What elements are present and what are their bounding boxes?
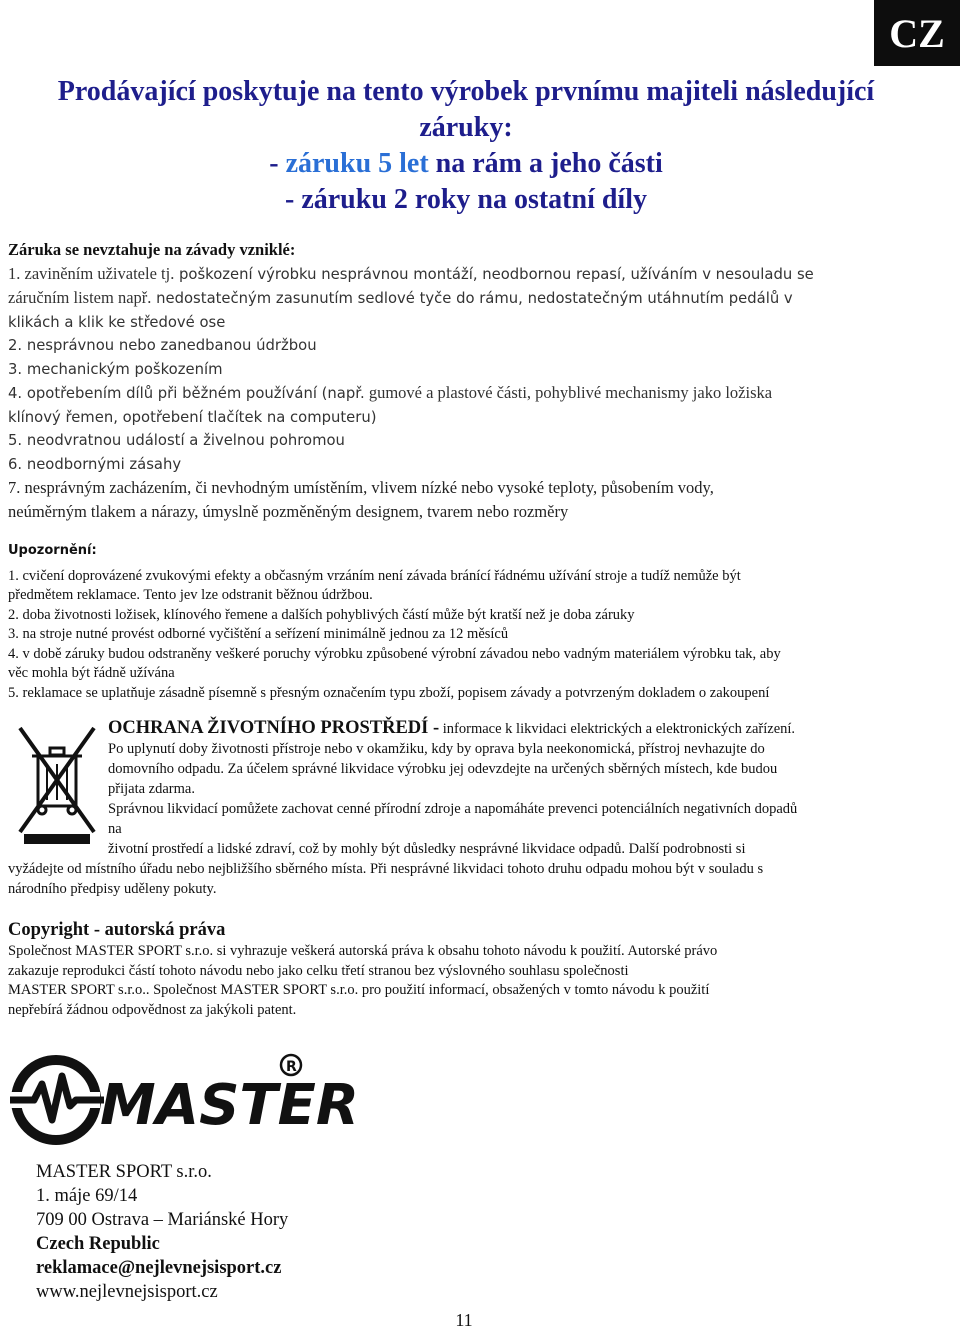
environment-line-3: přijata zdarma. bbox=[108, 781, 195, 797]
environment-line-6: životní prostředí a lidské zdraví, což by mohly být důsledky nesprávné likvidace odpadů. Další podrobnosti si bbox=[108, 841, 746, 857]
page-number: 11 bbox=[455, 1310, 473, 1330]
company-country: Czech Republic bbox=[36, 1234, 160, 1254]
headline-line-1: Prodávající poskytuje na tento výrobek prvnímu majiteli následující bbox=[57, 76, 875, 107]
warning-1-cont: předmětem reklamace. Tento jev lze odstranit běžnou údržbou. bbox=[8, 587, 373, 603]
company-city: 709 00 Ostrava – Mariánské Hory bbox=[36, 1210, 289, 1230]
environment-line-1: Po uplynutí doby životnosti přístroje nebo v okamžiku, kdy by oprava byla neekonomická, přístroj nevhazujte do bbox=[108, 741, 765, 757]
warnings-title: Upozornění: bbox=[8, 543, 97, 558]
warranty-exclusions bbox=[8, 238, 918, 523]
exclusions-title: Záruka se nevztahuje na závady vzniklé: bbox=[8, 240, 296, 259]
copyright-line-3: MASTER SPORT s.r.o.. Společnost MASTER SPORT s.r.o. pro použití informací, obsažených v tomto návodu k použití bbox=[8, 982, 710, 998]
headline-frame-text: na rám a jeho části bbox=[428, 148, 663, 179]
exclusion-item-4: 4. opotřebením dílů při běžném používání (např. gumové a plastové části, pohyblivé mechanismy jako ložiska bbox=[8, 383, 773, 402]
environment-line-5: na bbox=[108, 821, 122, 837]
environment-line-7: vyžádejte od místního úřadu nebo nejbližšího sběrného místa. Při nesprávné likvidaci tohoto druhu odpadu mohou být v souladu s bbox=[8, 861, 764, 877]
exclusion-item-1-cont: záručním listem např. nedostatečným zasunutím sedlové tyče do rámu, nedostatečným utáhnutím pedálů v bbox=[8, 288, 793, 307]
warning-4-cont: věc mohla být řádně užívána bbox=[8, 665, 175, 681]
company-email[interactable]: reklamace@nejlevnejsisport.cz bbox=[36, 1258, 282, 1278]
warning-1: 1. cvičení doprovázené zvukovými efekty a občasným vrzáním není závada bránící řádnému užívání stroje a tudíž nemůže být bbox=[8, 567, 741, 584]
language-badge: CZ bbox=[874, 0, 960, 66]
headline-line-4: - záruku 2 roky na ostatní díly bbox=[285, 184, 647, 215]
exclusion-item-3: 3. mechanickým poškozením bbox=[8, 360, 223, 378]
environment-heading: OCHRANA ŽIVOTNÍHO PROSTŘEDÍ - informace k likvidaci elektrických a elektronických zařízení. bbox=[108, 718, 796, 738]
headline-line-3 bbox=[0, 146, 932, 182]
warning-3: 3. na stroje nutné provést odborné vyčištění a seřízení minimálně jednou za 12 měsíců bbox=[8, 626, 509, 642]
exclusion-item-5: 5. neodvratnou událostí a živelnou pohromou bbox=[8, 432, 345, 449]
headline-line-2: záruky: bbox=[419, 112, 513, 143]
environment-line-4: Správnou likvidací pomůžete zachovat cenné přírodní zdroje a napomáháte prevenci potenciálních negativních dopadů bbox=[108, 801, 798, 817]
exclusion-item-1: 1. zaviněním uživatele tj. poškození výrobku nesprávnou montáží, neodbornou repasí, užíváním v nesouladu se bbox=[8, 263, 814, 283]
warnings-section bbox=[8, 541, 913, 703]
company-street: 1. máje 69/14 bbox=[36, 1186, 138, 1206]
warning-4: 4. v době záruky budou odstraněny veškeré poruchy výrobku způsobené výrobní závadou nebo vadným materiálem výrobku tak, aby bbox=[8, 645, 781, 662]
exclusion-item-4-cont: klínový řemen, opotřebení tlačítek na computeru) bbox=[8, 408, 377, 426]
warning-5: 5. reklamace se uplatňuje zásadně písemně s přesným označením typu zboží, popisem závady a potvrzeným dokladem o zakoupení bbox=[8, 684, 770, 701]
exclusion-item-7: 7. nesprávným zacházením, či nevhodným umístěním, vlivem nízké nebo vysoké teploty, působením vody, bbox=[8, 478, 714, 497]
copyright-line-1: Společnost MASTER SPORT s.r.o. si vyhrazuje veškerá autorská práva k obsahu tohoto návodu k použití. Autorské právo bbox=[8, 943, 718, 959]
environment-line-2: domovního odpadu. Za účelem správné likvidace výrobku jej odevzdejte na určených sběrných místech, kde budou bbox=[108, 761, 778, 777]
exclusion-item-6: 6. neodbornými zásahy bbox=[8, 455, 182, 473]
master-logo bbox=[8, 1050, 359, 1146]
svg-text:MASTER: MASTER bbox=[100, 1073, 359, 1138]
exclusion-item-2: 2. nesprávnou nebo zanedbanou údržbou bbox=[8, 337, 317, 354]
exclusion-item-7-cont: neúměrným tlakem a nárazy, úmyslně pozměněným designem, tvarem nebo rozměry bbox=[8, 501, 569, 521]
warning-2: 2. doba životnosti ložisek, klínového řemene a dalších pohyblivých částí může být kratší než je doba záruky bbox=[8, 606, 635, 623]
environment-section bbox=[8, 718, 918, 899]
copyright-section bbox=[8, 918, 918, 1020]
copyright-line-4: nepřebírá žádnou odpovědnost za jakýkoli patent. bbox=[8, 1001, 297, 1018]
copyright-line-2: zakazuje reprodukci částí tohoto návodu nebo jako celku třetí stranou bez výslovného souhlasu společnosti bbox=[8, 962, 629, 979]
company-address bbox=[36, 1160, 436, 1304]
warranty-headline bbox=[0, 74, 932, 218]
copyright-title: Copyright - autorská práva bbox=[8, 920, 226, 940]
svg-text:R: R bbox=[286, 1059, 297, 1075]
company-name: MASTER SPORT s.r.o. bbox=[36, 1162, 212, 1182]
warranty-frame-term: záruku 5 let bbox=[285, 148, 429, 179]
environment-line-8: národního předpisy uděleny pokuty. bbox=[8, 881, 217, 897]
exclusion-item-1-end: klikách a klik ke středové ose bbox=[8, 313, 226, 331]
company-website[interactable]: www.nejlevnejsisport.cz bbox=[36, 1282, 218, 1302]
headline-dash: - bbox=[269, 148, 286, 179]
